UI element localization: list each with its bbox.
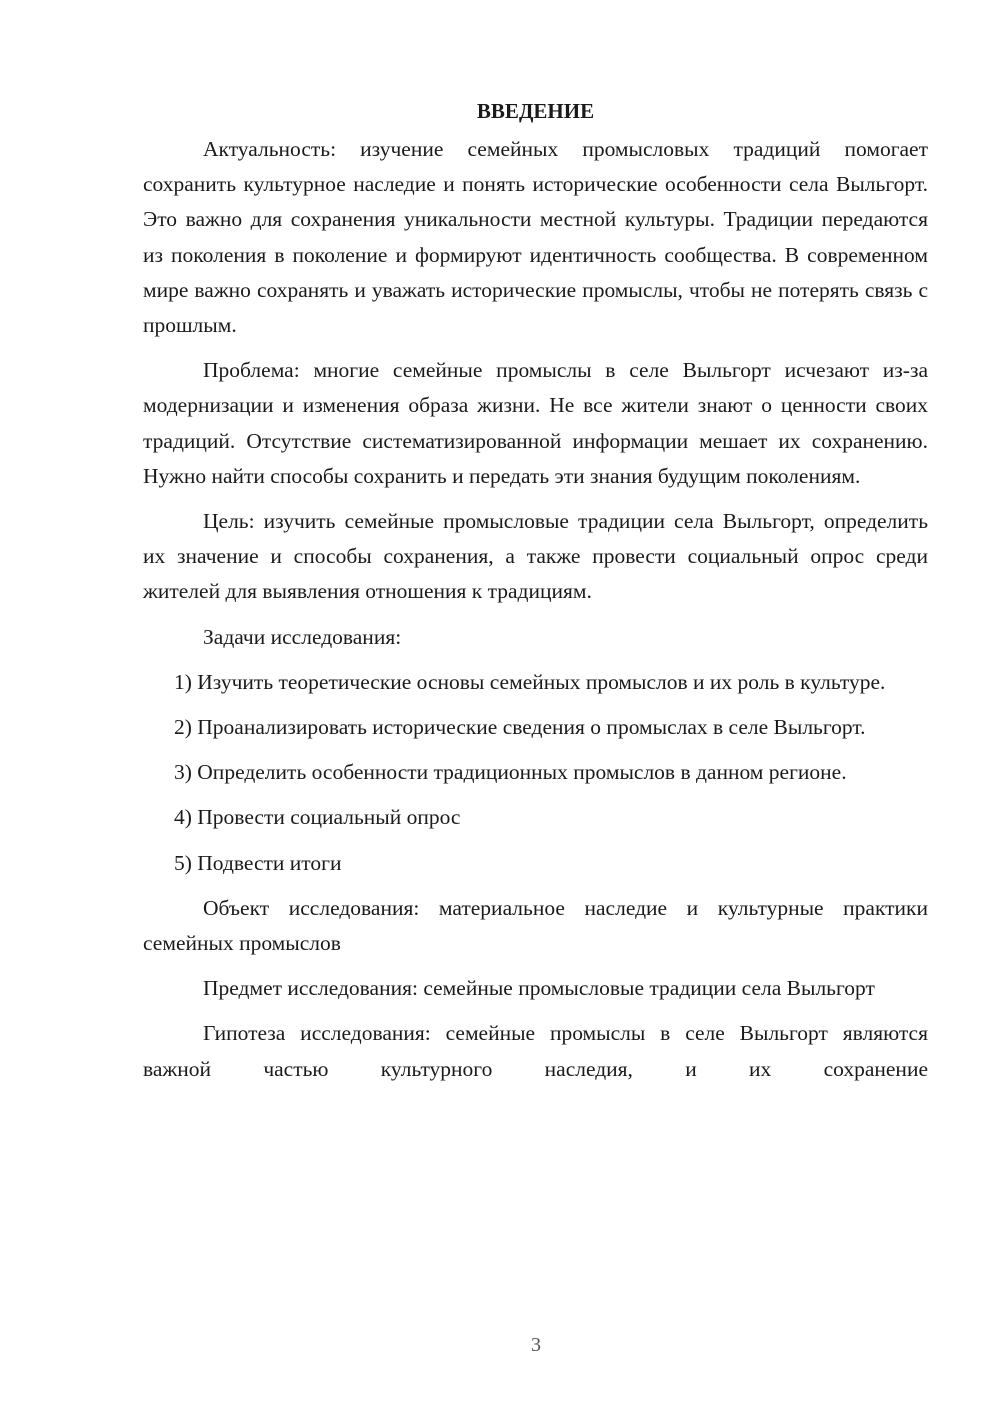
tasks-heading: Задачи исследования: <box>203 624 402 649</box>
paragraph-object: Объект исследования: материальное наследие и культурные практики семейных промыслов <box>143 895 928 956</box>
task-item-1: 1) Изучить теоретические основы семейных промыслов и их роль в культуре. <box>174 669 886 694</box>
paragraph-relevance: Актуальность: изучение семейных промысловых традиций помогает сохранить культурное наследие и понять исторические особенности села Выльгорт. Это важно для сохранения уникальности местной культуры. Традиции передаются из поколения в поколение и формируют идентичность сообщества. В современном мире важно сохранять и уважать исторические промыслы, чтобы не потерять связь с прошлым. <box>143 137 928 338</box>
page-content <box>143 94 928 1097</box>
page-number: 3 <box>531 1334 541 1356</box>
task-item-5: 5) Подвести итоги <box>174 850 342 875</box>
task-item-2: 2) Проанализировать исторические сведения о промыслах в селе Выльгорт. <box>174 715 866 740</box>
paragraph-hypothesis: Гипотеза исследования: семейные промыслы в селе Выльгорт являются важной частью культурного наследия, и их сохранение <box>143 1021 928 1081</box>
paragraph-subject: Предмет исследования: семейные промысловые традиции села Выльгорт <box>203 976 875 1001</box>
paragraph-goal: Цель: изучить семейные промысловые традиции села Выльгорт, определить их значение и способы сохранения, а также провести социальный опрос среди жителей для выявления отношения к традициям. <box>143 509 928 604</box>
section-title: ВВЕДЕНИЕ <box>476 99 595 123</box>
paragraph-problem: Проблема: многие семейные промыслы в селе Выльгорт исчезают из-за модернизации и изменения образа жизни. Не все жители знают о ценности своих традиций. Отсутствие систематизированной информации мешает их сохранению. Нужно найти способы сохранить и передать эти знания будущим поколениям. <box>143 358 928 488</box>
task-item-4: 4) Провести социальный опрос <box>174 805 461 830</box>
task-item-3: 3) Определить особенности традиционных промыслов в данном регионе. <box>174 760 847 785</box>
